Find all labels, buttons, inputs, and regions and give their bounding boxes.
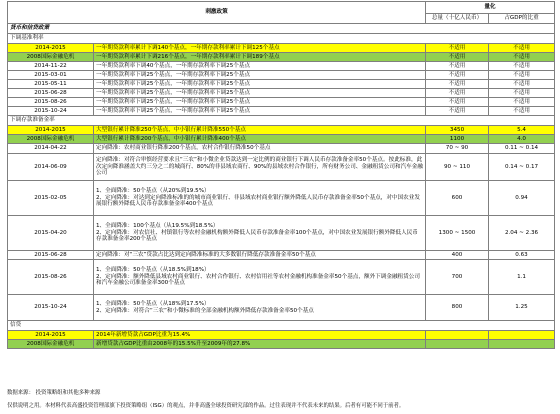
row-total: 不适用 [426, 98, 489, 107]
row-gdp-ratio: 不适用 [489, 53, 555, 62]
row-total [426, 331, 489, 340]
row-total: 1300 ~ 1500 [426, 216, 489, 251]
row-gdp-ratio [489, 340, 555, 349]
row-description: 一年期贷款利率下调25个基点，一年期存款利率下调25个基点 [94, 89, 426, 98]
section-rrr-cut-row [8, 116, 555, 126]
row-gdp-ratio [489, 331, 555, 340]
row-gdp-ratio: 2.04 ~ 2.36 [489, 216, 555, 251]
rrr-cut-row [8, 154, 555, 181]
rrr-cut-row [8, 144, 555, 154]
row-description [94, 135, 426, 144]
row-gdp-ratio: 1.25 [489, 295, 555, 321]
description-line: 2、定向降准：对农信社、村镇银行等农村金融机构额外降低人民币存款准备金率100个基点，对中国农业发展银行额外降低人民币存款准备金率200个基点 [96, 229, 418, 243]
row-gdp-ratio: 1.1 [489, 260, 555, 295]
row-total: 不适用 [426, 80, 489, 89]
row-gdp-ratio: 不适用 [489, 98, 555, 107]
row-description: 一年期贷款利率下调25个基点，一年期存款利率下调25个基点 [94, 98, 426, 107]
row-description [94, 260, 426, 295]
row-date: 2014-06-09 [8, 154, 94, 181]
section-rrr-cut: 下调存款准备金率 [8, 116, 555, 126]
row-description [94, 154, 426, 181]
rate-cut-row [8, 44, 555, 53]
section-monetary: 货币和信贷政策 [8, 24, 555, 34]
rate-cut-row [8, 53, 555, 62]
row-total: 不适用 [426, 44, 489, 53]
row-date: 2015-08-26 [8, 260, 94, 295]
section-monetary-row [8, 24, 555, 34]
row-total: 600 [426, 181, 489, 216]
row-date: 2014-11-22 [8, 62, 94, 71]
section-credit: 信贷 [8, 321, 555, 331]
row-date: 2015-03-01 [8, 71, 94, 80]
description-line: 1、全面降准：100个基点（从19.5%到18.5%） [96, 222, 219, 229]
description-line: 1、全面降准：50个基点（从18%到17.5%） [96, 300, 210, 307]
row-description [94, 181, 426, 216]
rate-cut-row [8, 80, 555, 89]
row-date: 2015-06-28 [8, 89, 94, 98]
rrr-cut-row [8, 251, 555, 260]
rate-cut-row [8, 62, 555, 71]
row-total: 70 ~ 90 [426, 144, 489, 154]
row-total: 400 [426, 251, 489, 260]
rrr-cut-row [8, 295, 555, 321]
row-gdp-ratio: 0.14 ~ 0.17 [489, 154, 555, 181]
row-gdp-ratio: 不适用 [489, 107, 555, 116]
rate-cut-row [8, 107, 555, 116]
section-rate-cut: 下调基准利率 [8, 34, 555, 44]
row-gdp-ratio: 不适用 [489, 62, 555, 71]
row-gdp-ratio: 5.4 [489, 126, 555, 135]
description-line: 定向降准：农村商业银行降准200个基点，农村合作银行降准50个基点 [96, 145, 271, 152]
row-total: 700 [426, 260, 489, 295]
row-date: 2008国际金融危机 [8, 340, 94, 349]
description-line: 1、全面降准：50个基点（从20%到19.5%） [96, 187, 210, 194]
row-date: 2015-06-28 [8, 251, 94, 260]
row-description: 一年期贷款利率下调25个基点，一年期存款利率下调25个基点 [94, 107, 426, 116]
row-total: 3450 [426, 126, 489, 135]
section-rate-cut-row [8, 34, 555, 44]
row-date: 2015-04-20 [8, 216, 94, 251]
row-gdp-ratio: 0.11 ~ 0.14 [489, 144, 555, 154]
description-line: 大型银行累计降准250个基点，中小银行累计降准550个基点 [96, 126, 247, 133]
rrr-cut-row [8, 260, 555, 295]
stimulus-policy-table [7, 1, 555, 349]
rrr-cut-row [8, 181, 555, 216]
row-gdp-ratio: 不适用 [489, 71, 555, 80]
row-description [94, 126, 426, 135]
description-line: 定向降准：对符合审慎经营要求且“三农”和小微企业贷款达到一定比例的商业银行下调人民币存款准备金率50个基点。按此标准，此次定向降准涵盖大约三分之二的城商行、80%的非县域农商行、90%的县域农村合作银行，所有财务公司、金融租赁公司和汽车金融公司 [96, 156, 423, 177]
row-total: 不适用 [426, 62, 489, 71]
row-date: 2014-04-22 [8, 144, 94, 154]
description-line: 1、全面降准：50个基点（从18.5%到18%） [96, 266, 210, 273]
rate-cut-row [8, 89, 555, 98]
header-row-1 [8, 2, 555, 14]
row-date: 2015-05-11 [8, 80, 94, 89]
row-total: 1100 [426, 135, 489, 144]
rrr-cut-row [8, 126, 555, 135]
description-line: 2、定向降准：额外降低县域农村商业银行、农村合作银行、农村信用社等农村金融机构准备金率50个基点，额外下调金融租赁公司和汽车金融公司准备金率300个基点 [96, 273, 420, 287]
rate-cut-row [8, 98, 555, 107]
row-total: 800 [426, 295, 489, 321]
gdp-ratio-column-header: 占GDP的比重 [489, 14, 555, 24]
row-description: 一年期贷款利率下调25个基点，一年期存款利率下调25个基点 [94, 71, 426, 80]
row-description: 一年期贷款利率下调40个基点，一年期存款利率下调25个基点 [94, 62, 426, 71]
row-date: 2015-10-24 [8, 107, 94, 116]
row-total: 不适用 [426, 71, 489, 80]
section-credit-row [8, 321, 555, 331]
quantification-header: 量化 [426, 2, 555, 14]
row-gdp-ratio: 不适用 [489, 89, 555, 98]
row-date: 2014-2015 [8, 44, 94, 53]
row-description: 一年期贷款利率累计下调140个基点，一年期存款利率累计下调125个基点 [94, 44, 426, 53]
row-description: 一年期贷款利率累计下调216个基点，一年期存款利率累计下调189个基点 [94, 53, 426, 62]
row-gdp-ratio: 不适用 [489, 80, 555, 89]
row-total: 不适用 [426, 107, 489, 116]
row-date: 2015-08-26 [8, 98, 94, 107]
rate-cut-row [8, 71, 555, 80]
description-line: 2、定向降准：对达到定向降准标准的的城市商业银行、非县域农村商业银行额外降低人民币存款准备金率50个基点，对中国农业发展银行额外降低人民币存款准备金率400个基点 [96, 194, 420, 208]
row-date: 2008国际金融危机 [8, 135, 94, 144]
row-description [94, 251, 426, 260]
row-date: 2015-10-24 [8, 295, 94, 321]
credit-row [8, 340, 555, 349]
description-line: 大型银行累计降准200个基点，中小银行累计降准400个基点 [96, 135, 247, 142]
row-total: 90 ~ 110 [426, 154, 489, 181]
credit-row [8, 331, 555, 340]
row-total [426, 340, 489, 349]
source-note: 数据来源： 投资策略组和其他多种来源 [7, 390, 101, 396]
row-total: 不适用 [426, 89, 489, 98]
measure-header: 刺激政策 [8, 2, 426, 24]
description-line: 2、定向降准：对符合“三农”和小微标准的全部金融机构额外降低存款准备金率50个基点 [96, 307, 314, 314]
row-gdp-ratio: 0.63 [489, 251, 555, 260]
row-description [94, 295, 426, 321]
row-gdp-ratio: 4.0 [489, 135, 555, 144]
row-date: 2014-2015 [8, 126, 94, 135]
row-gdp-ratio: 不适用 [489, 44, 555, 53]
rrr-cut-row [8, 216, 555, 251]
description-line: 定向降准：对“三农”贷款占比达到定向降准标准的大多数银行降低存款准备金率50个基点 [96, 251, 316, 258]
row-date: 2008国际金融危机 [8, 53, 94, 62]
row-date: 2014-2015 [8, 331, 94, 340]
row-date: 2015-02-05 [8, 181, 94, 216]
row-total: 不适用 [426, 53, 489, 62]
row-gdp-ratio: 0.94 [489, 181, 555, 216]
row-description [94, 144, 426, 154]
rrr-cut-row [8, 135, 555, 144]
row-description [94, 216, 426, 251]
row-description: 2014年新增贷款占GDP比重为15.4% [94, 331, 426, 340]
disclaimer-note: 仅供说明之用。本材料代表高盛投资管理部旗下投资策略组（ISG）的观点，并非高盛全球投资研究部的作品。过往表现并不代表未来的结果。后者有可能不同于前者。 [7, 403, 405, 409]
row-description: 新增贷款占GDP比重由2008年的15.5%升至2009年的27.8% [94, 340, 426, 349]
total-column-header: 总量（十亿人民币） [426, 14, 489, 24]
row-description: 一年期贷款利率下调25个基点，一年期存款利率下调25个基点 [94, 80, 426, 89]
